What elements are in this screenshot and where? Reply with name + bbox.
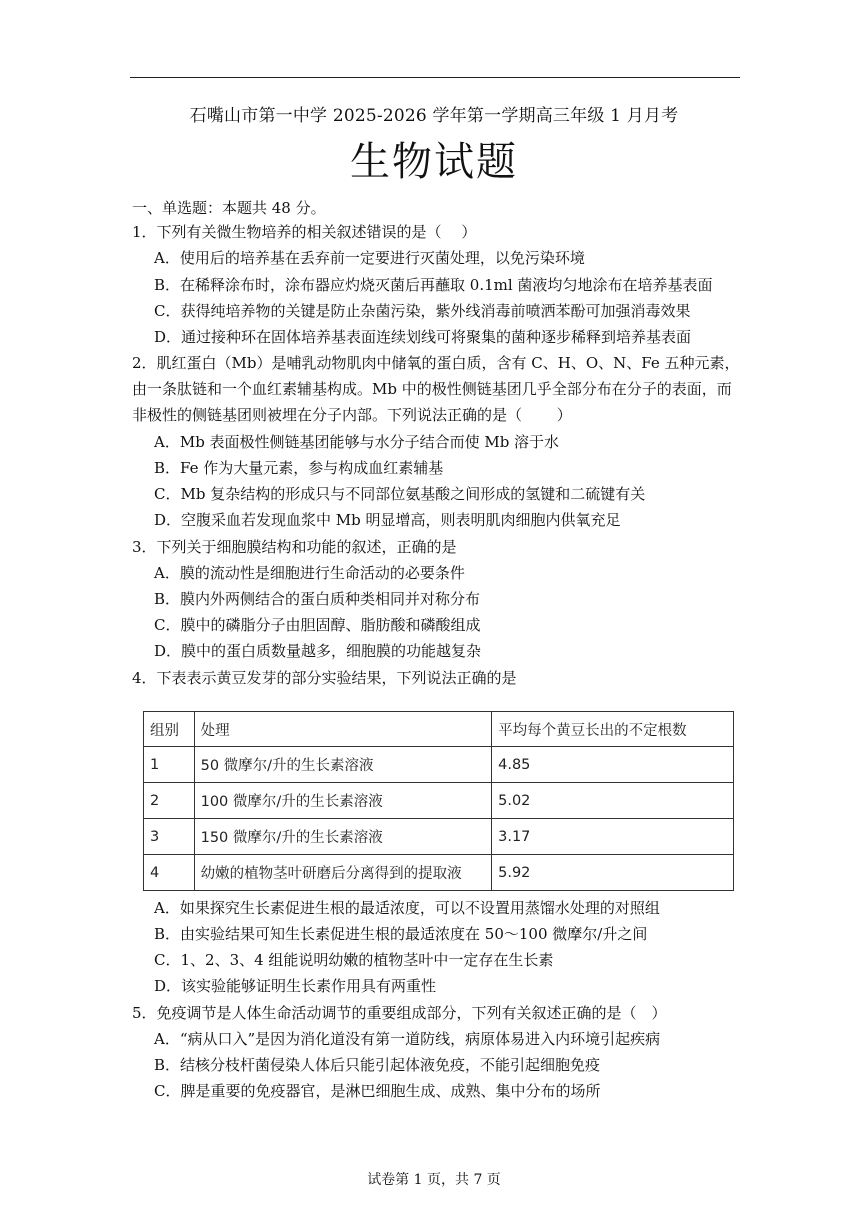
header-rule [130, 77, 740, 78]
question-1-stem: 1．下列有关微生物培养的相关叙述错误的是（ ） [132, 223, 477, 241]
table-cell-treatment: 幼嫩的植物茎叶研磨后分离得到的提取液 [194, 855, 492, 891]
question-3-option-b: B．膜内外两侧结合的蛋白质种类相同并对称分布 [154, 590, 481, 608]
table-row [144, 819, 734, 855]
table-cell-group: 2 [144, 783, 195, 819]
table-cell-root-count: 5.92 [492, 855, 734, 891]
question-2-stem-line-1: 2．肌红蛋白（Mb）是哺乳动物肌肉中储氧的蛋白质，含有 C、H、O、N、Fe 五种元素， [132, 354, 740, 372]
table-cell-root-count: 4.85 [492, 747, 734, 783]
question-1-option-d: D．通过接种环在固体培养基表面连续划线可将聚集的菌种逐步稀释到培养基表面 [154, 328, 692, 346]
table-header-root-count: 平均每个黄豆长出的不定根数 [492, 712, 734, 747]
table-cell-group: 1 [144, 747, 195, 783]
question-5-option-c: C．脾是重要的免疫器官，是淋巴细胞生成、成熟、集中分布的场所 [154, 1082, 601, 1100]
table-cell-treatment: 100 微摩尔/升的生长素溶液 [194, 783, 492, 819]
table-header-treatment: 处理 [194, 712, 492, 747]
table-cell-treatment: 150 微摩尔/升的生长素溶液 [194, 819, 492, 855]
table-cell-treatment: 50 微摩尔/升的生长素溶液 [194, 747, 492, 783]
question-2-option-b: B．Fe 作为大量元素，参与构成血红素辅基 [154, 459, 444, 477]
question-4-stem: 4．下表表示黄豆发芽的部分实验结果，下列说法正确的是 [132, 669, 517, 687]
question-4-option-a: A．如果探究生长素促进生根的最适浓度，可以不设置用蒸馏水处理的对照组 [154, 899, 660, 917]
table-row [144, 783, 734, 819]
question-3-option-c: C．膜中的磷脂分子由胆固醇、脂肪酸和磷酸组成 [154, 616, 481, 634]
question-5-stem: 5．免疫调节是人体生命活动调节的重要组成部分，下列有关叙述正确的是（ ） [132, 1004, 667, 1022]
table-cell-root-count: 5.02 [492, 783, 734, 819]
page-footer: 试卷第 1 页，共 7 页 [367, 1172, 501, 1188]
table-row [144, 855, 734, 891]
question-1-option-c: C．获得纯培养物的关键是防止杂菌污染，紫外线消毒前喷洒苯酚可加强消毒效果 [154, 302, 691, 320]
question-5-option-b: B．结核分枝杆菌侵染人体后只能引起体液免疫，不能引起细胞免疫 [154, 1056, 601, 1074]
question-2-option-d: D．空腹采血若发现血浆中 Mb 明显增高，则表明肌肉细胞内供氧充足 [154, 511, 621, 529]
question-4-option-c: C．1、2、3、4 组能说明幼嫩的植物茎叶中一定存在生长素 [154, 951, 554, 969]
table-cell-group: 3 [144, 819, 195, 855]
table-cell-root-count: 3.17 [492, 819, 734, 855]
question-2-stem-line-3: 非极性的侧链基团则被埋在分子内部。下列说法正确的是（ ） [132, 406, 572, 424]
question-3-stem: 3．下列关于细胞膜结构和功能的叙述，正确的是 [132, 538, 457, 556]
results-table [143, 711, 734, 891]
question-2-option-c: C．Mb 复杂结构的形成只与不同部位氨基酸之间形成的氢键和二硫键有关 [154, 485, 646, 503]
table-cell-group: 4 [144, 855, 195, 891]
exam-title: 生物试题 [350, 139, 518, 185]
section-heading: 一、单选题：本题共 48 分。 [132, 199, 326, 217]
question-1-option-b: B．在稀释涂布时，涂布器应灼烧灭菌后再蘸取 0.1ml 菌液均匀地涂布在培养基表面 [154, 276, 713, 294]
question-3-option-d: D．膜中的蛋白质数量越多，细胞膜的功能越复杂 [154, 642, 482, 660]
table-header-group: 组别 [144, 712, 195, 747]
question-2-option-a: A．Mb 表面极性侧链基团能够与水分子结合而使 Mb 溶于水 [154, 433, 560, 451]
school-exam-line: 石嘴山市第一中学 2025-2026 学年第一学期高三年级 1 月月考 [189, 106, 679, 126]
question-2-stem-line-2: 由一条肽链和一个血红素辅基构成。Mb 中的极性侧链基团几乎全部分布在分子的表面，而 [132, 380, 732, 398]
question-4-option-d: D．该实验能够证明生长素作用具有两重性 [154, 977, 437, 995]
question-3-option-a: A．膜的流动性是细胞进行生命活动的必要条件 [154, 564, 465, 582]
question-1-option-a: A．使用后的培养基在丢弃前一定要进行灭菌处理，以免污染环境 [154, 249, 585, 267]
question-4-option-b: B．由实验结果可知生长素促进生根的最适浓度在 50～100 微摩尔/升之间 [154, 925, 648, 943]
table-header-row [144, 712, 734, 747]
question-5-option-a: A．“病从口入”是因为消化道没有第一道防线，病原体易进入内环境引起疾病 [154, 1030, 661, 1048]
table-row [144, 747, 734, 783]
